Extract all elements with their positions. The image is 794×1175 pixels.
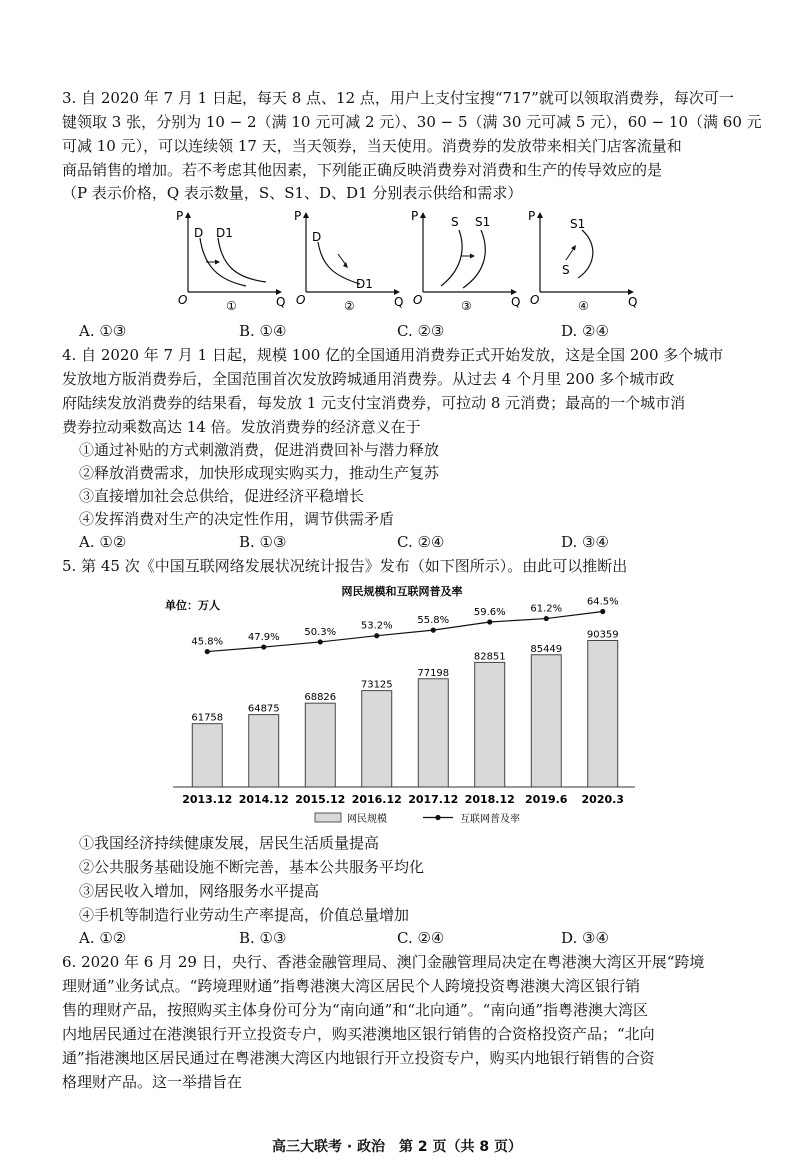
option-a[interactable]: A. ①③ (79, 322, 127, 340)
x-tick-label: 2020.3 (581, 793, 624, 806)
q6-line-3: 售的理财产品，按照购买主体身份可分为“南向通”和“北向通”。“南向通”指粤港澳大湾区 (62, 1001, 649, 1019)
option-d[interactable]: D. ③④ (561, 929, 609, 947)
q-axis-label: Q (276, 295, 286, 309)
rate-point-2014.12 (261, 644, 266, 649)
option-b[interactable]: B. ①④ (239, 322, 287, 340)
option-c[interactable]: C. ②④ (397, 929, 445, 947)
graph-number-label: ④ (578, 299, 589, 313)
q6-line-4: 内地居民通过在港澳银行开立投资专户，购买港澳地区银行销售的合资格投资产品；“北向 (62, 1025, 655, 1043)
rate-label: 59.6% (473, 607, 506, 618)
bar-2017.12 (418, 679, 448, 787)
legend-line-marker (435, 815, 440, 820)
chart-svg (165, 582, 640, 827)
q4-item-3: ③直接增加社会总供给，促进经济平稳增长 (79, 487, 365, 505)
q5-item-3: ③居民收入增加，网络服务水平提高 (79, 882, 320, 900)
q3-line-4: 商品销售的增加。若不考虑其他因素，下列能正确反映消费券对消费和生产的传导效应的是 (62, 161, 663, 179)
p-axis-label: P (528, 209, 536, 223)
q4-line-1: 4. 自 2020 年 7 月 1 日起，规模 100 亿的全国通用消费券正式开始发放，这是全国 200 多个城市 (62, 346, 724, 364)
q3-line-5: （P 表示价格，Q 表示数量，S、S1、D、D1 分别表示供给和需求） (62, 184, 523, 202)
bar-value-label: 68826 (304, 692, 337, 704)
legend-line-label: 互联网普及率 (460, 814, 520, 825)
bar-value-label: 85449 (530, 643, 563, 655)
q3-line-1: 3. 自 2020 年 7 月 1 日起，每天 8 点、12 点，用户上支付宝搜“717”就可以领取消费券，每次可一 (62, 89, 734, 107)
rate-point-2015.12 (318, 639, 323, 644)
internet-users-chart (165, 582, 640, 827)
option-c[interactable]: C. ②④ (397, 533, 445, 551)
rate-label: 55.8% (417, 615, 450, 627)
chart-legend (315, 812, 520, 825)
graph-number-label: ② (344, 299, 355, 313)
q4-item-2: ②释放消费需求，加快形成现实购买力，推动生产复苏 (79, 464, 440, 482)
q3-line-3: 可减 10 元），可以连续领 17 天，当天领券，当天使用。消费券的发放带来相关门店客流量和 (62, 137, 682, 155)
rate-label: 64.5% (586, 596, 619, 608)
movement-arrow (566, 248, 574, 260)
q3-graph-3 (405, 208, 525, 314)
x-tick-label: 2013.12 (182, 793, 233, 806)
bar-2016.12 (362, 691, 392, 787)
rate-label: 45.8% (191, 636, 224, 648)
movement-arrow (338, 254, 346, 265)
bar-2018.12 (475, 662, 505, 787)
origin-label: O (178, 293, 188, 307)
origin-label: O (296, 293, 306, 307)
bar-2015.12 (305, 703, 335, 787)
q5-item-1: ①我国经济持续健康发展，居民生活质量提高 (79, 834, 380, 852)
bar-value-label: 61758 (191, 712, 224, 724)
curve-s1-label: S1 (475, 215, 491, 229)
q5-line-1: 5. 第 45 次《中国互联网络发展状况统计报告》发布（如下图所示）。由此可以推断出 (62, 557, 628, 575)
curve-d1-label: D1 (216, 226, 233, 240)
q5-item-4: ④手机等制造行业劳动生产率提高，价值总量增加 (79, 906, 410, 924)
bar-2019.6 (531, 655, 561, 787)
page-footer: 高三大联考 · 政治 第 2 页（共 8 页） (271, 1139, 523, 1155)
graph-number-label: ① (226, 299, 237, 313)
option-c[interactable]: C. ②③ (397, 322, 445, 340)
curve-d-label: D (312, 230, 322, 244)
bar-value-label: 64875 (247, 703, 280, 715)
bar-2013.12 (192, 724, 222, 787)
origin-label: O (530, 293, 540, 307)
rate-point-2017.12 (431, 628, 436, 633)
chart-title: 网民规模和互联网普及率 (341, 585, 463, 598)
option-d[interactable]: D. ③④ (561, 533, 609, 551)
q3-graph-2 (288, 208, 408, 314)
demand-curve (318, 242, 360, 284)
rate-label: 61.2% (530, 603, 563, 615)
option-b[interactable]: B. ①③ (239, 929, 287, 947)
q4-line-2: 发放地方版消费券后，全国范围首次发放跨城通用消费券。从过去 4 个月里 200 多个城市政 (62, 370, 675, 388)
legend-bar-swatch (315, 813, 341, 822)
curve-s-label: S (562, 263, 570, 277)
q6-line-1: 6. 2020 年 6 月 29 日，央行、香港金融管理局、澳门金融管理局决定在粤港澳大湾区开展“跨境 (62, 953, 705, 971)
option-a[interactable]: A. ①② (79, 929, 127, 947)
rate-label: 50.3% (304, 626, 337, 638)
rate-point-2020.3 (600, 609, 605, 614)
bar-value-label: 77198 (417, 667, 450, 679)
supply-curve-s (441, 230, 462, 286)
q-axis-label: Q (394, 295, 404, 309)
curve-s-label: S (451, 215, 459, 229)
legend-bar-label: 网民规模 (347, 814, 387, 825)
curve-d-label: D (194, 226, 204, 240)
supply-curve-s1 (463, 230, 485, 288)
p-axis-label: P (176, 209, 184, 223)
option-d[interactable]: D. ②④ (561, 322, 609, 340)
q4-item-1: ①通过补贴的方式刺激消费，促进消费回补与潜力释放 (79, 441, 440, 459)
x-tick-label: 2019.6 (525, 793, 568, 806)
rate-point-2019.6 (544, 616, 549, 621)
bar-value-label: 73125 (360, 679, 393, 691)
chart-unit-label: 单位：万人 (165, 599, 220, 612)
q4-line-3: 府陆续发放消费券的结果看，每发放 1 元支付宝消费券，可拉动 8 元消费；最高的一个城市消 (62, 394, 686, 412)
rate-label: 47.9% (247, 632, 280, 644)
q6-line-2: 理财通”业务试点。“跨境理财通”指粤港澳大湾区居民个人跨境投资粤港澳大湾区银行销 (62, 977, 641, 995)
q6-line-5: 通”指港澳地区居民通过在粤港澳大湾区内地银行开立投资专户，购买内地银行销售的合资 (62, 1049, 655, 1067)
rate-point-2016.12 (374, 633, 379, 638)
q6-line-6: 格理财产品。这一举措旨在 (62, 1073, 243, 1091)
q-axis-label: Q (511, 295, 521, 309)
supply-curve (578, 230, 593, 278)
q4-line-4: 费券拉动乘数高达 14 倍。发放消费券的经济意义在于 (62, 418, 421, 436)
q3-line-2: 键领取 3 张，分别为 10 − 2（满 10 元可减 2 元）、30 − 5（满 30 元可减 5 元），60 − 10（满 60 元 (62, 113, 762, 131)
graph-number-label: ③ (461, 299, 472, 313)
x-tick-label: 2017.12 (408, 793, 459, 806)
q-axis-label: Q (628, 295, 638, 309)
rate-point-2013.12 (205, 649, 210, 654)
bar-2014.12 (249, 715, 279, 787)
p-axis-label: P (411, 209, 419, 223)
x-tick-label: 2014.12 (238, 793, 289, 806)
x-tick-label: 2016.12 (351, 793, 402, 806)
q3-graph-1 (170, 208, 290, 314)
option-b[interactable]: B. ①③ (239, 533, 287, 551)
x-tick-label: 2015.12 (295, 793, 346, 806)
rate-label: 53.2% (360, 620, 393, 632)
p-axis-label: P (294, 209, 302, 223)
bar-value-label: 90359 (586, 629, 619, 641)
curve-d1-label: D1 (356, 277, 373, 291)
bar-2020.3 (588, 641, 618, 787)
q4-item-4: ④发挥消费对生产的决定性作用，调节供需矛盾 (79, 510, 395, 528)
demand-curve-d1 (218, 238, 266, 282)
rate-point-2018.12 (487, 619, 492, 624)
q5-item-2: ②公共服务基础设施不断完善，基本公共服务平均化 (79, 858, 425, 876)
x-tick-label: 2018.12 (464, 793, 515, 806)
curve-s1-label: S1 (570, 217, 586, 231)
q3-graph-4 (522, 208, 642, 314)
option-a[interactable]: A. ①② (79, 533, 127, 551)
origin-label: O (413, 293, 423, 307)
bar-value-label: 82851 (473, 651, 506, 663)
